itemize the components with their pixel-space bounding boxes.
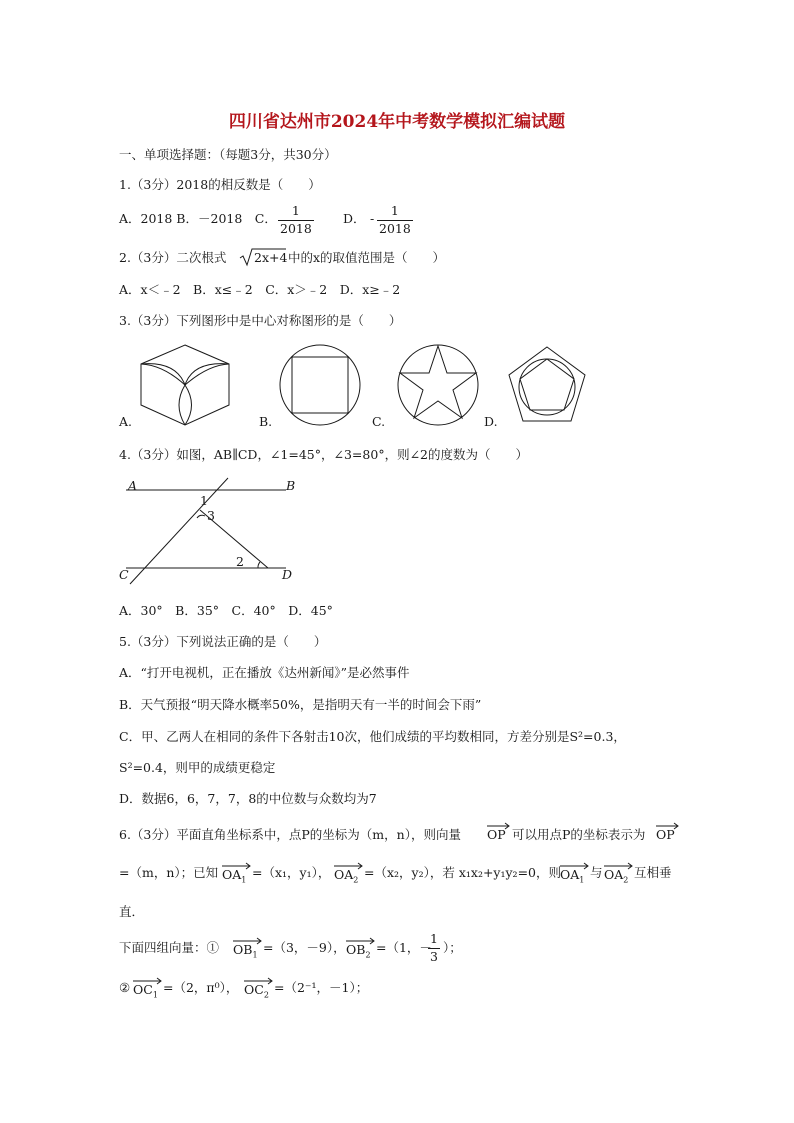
question-4-stem: 4.（3分）如图，AB∥CD，∠1=45°，∠3=80°，则∠2的度数为（ ） xyxy=(119,447,528,462)
one-third-fraction xyxy=(428,933,440,963)
circle-with-star-figure xyxy=(396,343,480,427)
vector-name: OC xyxy=(244,982,264,997)
vector-arrow-icon xyxy=(233,938,263,944)
question-2-stem-start: 2.（3分）二次根式 xyxy=(119,250,227,265)
vector-arrow-icon xyxy=(334,863,364,869)
vector-name: OC xyxy=(133,982,153,997)
fraction-denominator: 3 xyxy=(430,948,438,964)
question-6-oc1-value: =（2，π⁰）， xyxy=(163,980,239,995)
question-1-stem: 1.（3分）2018的相反数是（ ） xyxy=(119,177,321,192)
vector-name: OA xyxy=(222,867,242,882)
question-6-ob1-value: =（3，－9）， xyxy=(263,940,346,955)
vector-name: OP xyxy=(656,827,675,842)
question-4-options: A．30° B．35° C．40° D．45° xyxy=(119,603,333,618)
question-1-option-d-fraction xyxy=(377,205,413,235)
page-title: 四川省达州市2024年中考数学模拟汇编试题 xyxy=(228,112,566,132)
question-2-options: A．x＜﹣2 B．x≤﹣2 C．x＞﹣2 D．x≥﹣2 xyxy=(119,282,401,297)
vector-name: OB xyxy=(346,942,366,957)
question-6-line1-start: 6.（3分）平面直角坐标系中，点P的坐标为（m，n），则向量 xyxy=(119,827,461,842)
vector-arrow-icon xyxy=(560,863,590,869)
circle-with-square-figure xyxy=(278,343,362,427)
vector-oa1 xyxy=(222,869,246,885)
question-3-stem: 3.（3分）下列图形中是中心对称图形的是（ ） xyxy=(119,313,402,328)
question-6-line4-start: 下面四组向量：① xyxy=(119,940,220,955)
vector-subscript: 2 xyxy=(365,950,371,960)
question-6-ob2-value: =（1，－ xyxy=(376,940,432,955)
vector-name: OA xyxy=(560,867,580,882)
pentagon-with-circle-figure xyxy=(505,345,589,425)
section-heading: 一、单项选择题：（每题3分，共30分） xyxy=(119,147,337,162)
option-b-label: B. xyxy=(259,414,273,429)
option-c-label: C. xyxy=(372,414,386,429)
vector-arrow-icon xyxy=(487,823,511,829)
point-d-label: D xyxy=(282,567,293,582)
question-6-line1-end: 可以用点P的坐标表示为 xyxy=(512,827,646,842)
question-6-line3: 直． xyxy=(119,904,145,919)
question-6-oc2-value: =（2⁻¹，－1）； xyxy=(274,980,369,995)
vector-arrow-icon xyxy=(133,978,163,984)
angle-1-label: 1 xyxy=(200,493,208,508)
question-5-stem: 5.（3分）下列说法正确的是（ ） xyxy=(119,634,327,649)
question-6-line2-a1-value: =（x₁，y₁）， xyxy=(252,865,331,880)
vector-subscript: 1 xyxy=(252,950,258,960)
vector-arrow-icon xyxy=(656,823,680,829)
angle-2-label: 2 xyxy=(236,554,244,569)
hexagon-petals-figure xyxy=(138,343,232,427)
vector-oc2 xyxy=(244,984,269,1000)
option-a-label: A. xyxy=(119,414,133,429)
vector-subscript: 1 xyxy=(152,990,158,1000)
vector-subscript: 2 xyxy=(263,990,269,1000)
vector-subscript: 2 xyxy=(623,875,629,885)
question-6-line5-start: ② xyxy=(119,980,131,995)
question-1-option-c-fraction xyxy=(278,205,314,235)
vector-oa2 xyxy=(334,869,358,885)
vector-ob2 xyxy=(346,944,371,960)
vector-subscript: 1 xyxy=(241,875,247,885)
fraction-numerator: 1 xyxy=(390,203,399,218)
fraction-numerator: 1 xyxy=(430,931,438,946)
question-6-line4-end: ）； xyxy=(443,940,462,955)
vector-oc1 xyxy=(133,984,158,1000)
vector-ob1 xyxy=(233,944,258,960)
question-1-option-d-label: D． xyxy=(343,211,366,226)
vector-arrow-icon xyxy=(604,863,634,869)
question-6-and: 与 xyxy=(590,865,603,880)
question-6-line2-start: =（m，n）；已知 xyxy=(119,865,219,880)
point-b-label: B xyxy=(286,478,296,493)
angle-3-label: 3 xyxy=(207,508,215,523)
question-2-stem-end: 中的x的取值范围是（ ） xyxy=(288,250,446,265)
vector-op-2 xyxy=(656,829,675,842)
option-d-label: D. xyxy=(484,414,498,429)
point-c-label: C xyxy=(119,567,129,582)
vector-name: OA xyxy=(334,867,354,882)
fraction-numerator: 1 xyxy=(291,203,300,218)
radicand: 2x+4 xyxy=(254,250,288,265)
question-5-option-a: A．“打开电视机，正在播放《达州新闻》”是必然事件 xyxy=(119,665,410,680)
vector-op xyxy=(487,829,506,842)
minus-sign: - xyxy=(370,211,375,226)
parallel-lines-figure xyxy=(118,476,298,586)
question-5-option-c-line1: C．甲、乙两人在相同的条件下各射击10次，他们成绩的平均数相同，方差分别是S²=0.3， xyxy=(119,729,626,744)
vector-oa2-2 xyxy=(604,869,628,885)
fraction-denominator: 2018 xyxy=(379,220,411,236)
question-5-option-c-line2: S²=0.4，则甲的成绩更稳定 xyxy=(119,760,276,775)
vector-oa1-2 xyxy=(560,869,584,885)
vector-arrow-icon xyxy=(346,938,376,944)
vector-arrow-icon xyxy=(244,978,274,984)
vector-subscript: 2 xyxy=(353,875,359,885)
point-a-label: A xyxy=(128,478,138,493)
question-6-line2-end: 互相垂 xyxy=(634,865,672,880)
question-6-line2-condition: =（x₂，y₂），若 x₁x₂+y₁y₂=0，则 xyxy=(364,865,561,880)
vector-name: OP xyxy=(487,827,506,842)
vector-name: OB xyxy=(233,942,253,957)
vector-subscript: 1 xyxy=(579,875,585,885)
question-5-option-b: B．天气预报“明天降水概率50%，是指明天有一半的时间会下雨” xyxy=(119,697,482,712)
question-5-option-d: D．数据6，6，7，7，8的中位数与众数均为7 xyxy=(119,791,377,806)
fraction-denominator: 2018 xyxy=(280,220,312,236)
vector-name: OA xyxy=(604,867,624,882)
vector-arrow-icon xyxy=(222,863,252,869)
question-1-options-ab: A．2018 B．－2018 C． xyxy=(119,211,277,226)
